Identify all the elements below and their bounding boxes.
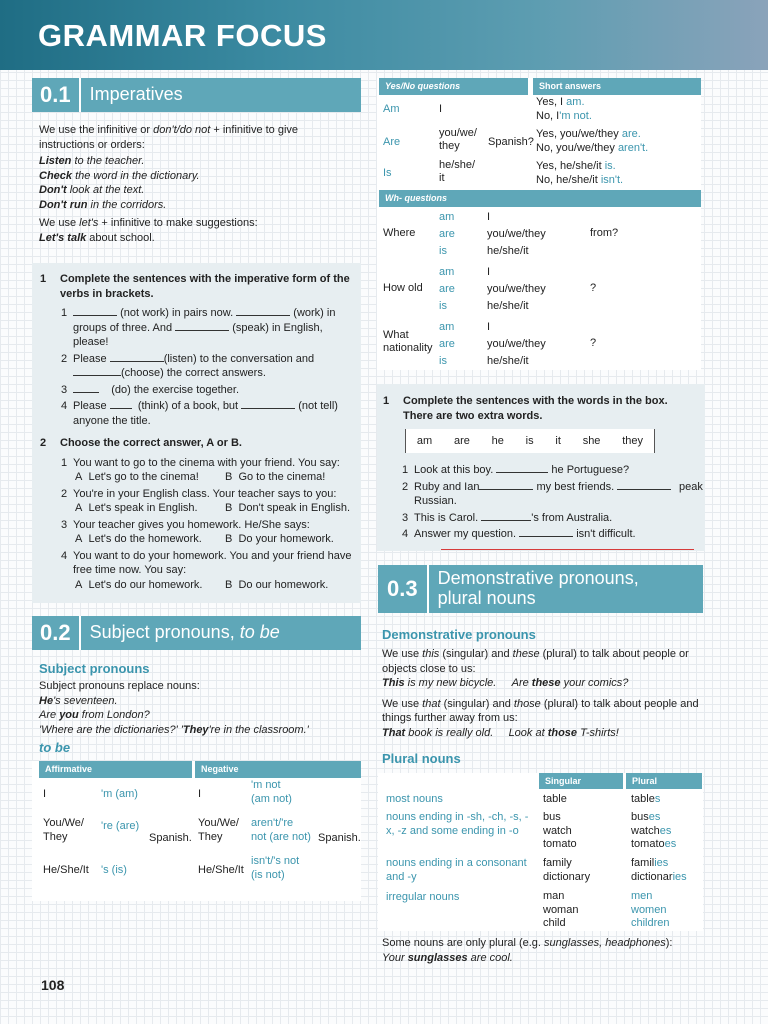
exercise-item: 4 Answer my question. isn't difficult. [402,528,636,541]
section-02-header [32,616,361,650]
short-answer-no: No, you/we/they aren't. [536,142,649,154]
word-box [405,429,655,453]
page-banner [0,0,768,70]
wh-word: What nationality [383,329,433,355]
example-line: Are you from London? [39,709,150,722]
negative-header: Negative [195,761,361,778]
short-answer-yes: Yes, he/she/it is. [536,160,616,172]
section-02 [32,616,361,901]
red-underline [441,549,694,550]
section-03-header [378,565,703,613]
subheading-plural-nouns: Plural nouns [382,751,461,767]
exercise-header: 1 Complete the sentences with the imperative form of the verbs in brackets. [40,273,350,300]
pronoun: You/We/ They [43,817,84,843]
exercise-item: 3 Your teacher gives you homework. He/She says: A Let's do the homework. B Do your homework. [61,518,334,546]
exercise-item: 2 Ruby and Ian my best friends. peak Russian. [402,480,703,508]
verb: Is [383,167,392,179]
page-number: 108 [41,977,65,993]
text-para: We use that (singular) and those (plural) to talk about people and things further away from us: [382,697,699,725]
pronoun: I [198,788,202,801]
answer-blank[interactable] [479,480,533,490]
exercise-item: 2 You're in your English class. Your teacher says to you: A Let's speak in English. B Don't speak in English. [61,487,351,515]
box-word: is [525,434,534,447]
answer-blank[interactable] [73,306,117,316]
box-word: are [453,434,470,447]
question-end: from? [590,227,619,239]
plural-form: buses watches tomatoes [631,811,677,850]
rule-label: irregular nouns [386,891,460,904]
subheading-demonstrative: Demonstrative pronouns [382,627,536,642]
affirmative-form: 's (is) [101,864,127,877]
answer-blank[interactable] [519,527,573,537]
verb: Am [383,103,400,115]
wh-questions-header: Wh- questions [379,190,701,207]
exercise-item: 3 (do) the exercise together. [61,383,240,396]
left-column [32,78,361,603]
answer-blank[interactable] [175,321,229,331]
lets-text: We use let's + infinitive to make suggestions: [39,217,258,230]
yes-no-header: Yes/No questions [379,78,528,95]
to-be-table [32,761,361,901]
exercise-header: 1 Complete the sentences with the words in the box. There are two extra words. [383,395,668,422]
plural-form: families dictionaries [631,857,687,883]
pronoun-list: I you/we/they he/she/it [487,321,546,367]
answer-blank[interactable] [73,383,99,393]
verb-list: am are is [439,266,455,312]
page-title: GRAMMAR FOCUS [38,18,327,53]
pronoun: He/She/It [43,864,89,877]
example-line: Don't look at the text. [39,184,145,197]
affirmative-form: 'm (am) [101,788,138,801]
exercise-01 [32,263,361,603]
question-end: ? [590,282,597,294]
answer-blank[interactable] [617,480,671,490]
text-para: We use this (singular) and these (plural) to talk about people or objects close to us: [382,648,689,675]
example-line: This is my new bicycle. Are these your comics? [382,677,629,690]
example-line: Don't run in the corridors. [39,198,167,211]
example-line: Listen to the teacher. [39,155,145,168]
section-title: Demonstrative pronouns, plural nouns [437,568,639,608]
footnote: Some nouns are only plural (e.g. sunglasses, headphones): [382,937,673,950]
exercise-item: 4 You want to do your homework. You and your friend have free time now. You say: A Let's do our homework. B Do our homework. [61,549,352,591]
box-word: it [555,434,561,447]
example-line: He's seventeen. [39,694,118,707]
box-word: they [622,434,644,447]
singular-form: table [543,793,567,806]
example-line: Check the word in the dictionary. [39,169,200,182]
short-answer-yes: Yes, I am. [536,96,585,108]
negative-form: isn't/'s not (is not) [251,855,300,881]
exercise-item: 1 You want to go to the cinema with your friend. You say: A Let's go to the cinema! B Go to the cinema! [61,456,340,484]
imperatives-explanation [32,112,361,245]
section-title: Subject pronouns, to be [89,622,280,643]
example-line: Let's talk about school. [39,231,155,244]
wh-word: Where [383,227,416,239]
verb-list: am are is [439,321,455,367]
plural-nouns-table [378,773,703,931]
section-number: 0.3 [378,565,429,613]
intro-text: We use the infinitive or don't/do not + infinitive to give instructions or orders: [39,124,299,151]
subheading-to-be: to be [39,740,71,756]
section-title: Imperatives [89,84,183,105]
example-line: That book is really old. Look at those T-shirts! [382,726,619,739]
exercise-item: 4 Please (think) of a book, but (not tell) anyone the title. [61,400,338,427]
singular-form: family dictionary [543,857,591,883]
plural-header: Plural [626,773,702,789]
section-number: 0.1 [32,78,81,112]
questions-table [377,78,701,370]
question-end: ? [590,337,597,349]
pronoun: I [439,103,443,115]
exercise-2-items [40,456,353,593]
exercise-03 [377,384,705,551]
wh-word: How old [383,282,423,294]
pronoun-list: I you/we/they he/she/it [487,211,546,257]
answer-blank[interactable] [481,511,531,521]
singular-form: bus watch tomato [543,811,577,850]
plural-form: men women children [631,890,670,929]
short-answer-no: No, I'm not. [536,110,592,122]
pronoun-list: I you/we/they he/she/it [487,266,546,312]
box-word: she [582,434,601,447]
footnote-example: Your sunglasses are cool. [382,951,513,964]
exercise-item: 1 (not work) in pairs now. (work) in groups of three. And (speak) in English, please! [61,307,336,349]
box-word: he [491,434,504,447]
rule-label: nouns ending in -sh, -ch, -s, -x, -z and some ending in -o [386,811,529,837]
rule-label: nouns ending in a consonant and -y [386,857,527,883]
short-answers-header: Short answers [533,78,701,95]
answer-blank[interactable] [496,463,548,473]
pronoun: he/she/ it [439,159,476,185]
spanish-word: Spanish. [149,832,192,845]
spanish-word: Spanish? [488,136,534,148]
verb-list: am are is [439,211,455,257]
affirmative-form: 're (are) [101,820,140,833]
affirmative-header: Affirmative [39,761,192,778]
pronoun: you/we/ they [439,127,477,153]
subheading-subject-pronouns: Subject pronouns [39,661,150,676]
spanish-word: Spanish. [318,832,361,845]
answer-blank[interactable] [110,399,132,409]
pronoun: He/She/It [198,864,244,877]
singular-form: man woman child [543,890,579,929]
negative-form: aren't/'re not (are not) [251,817,311,843]
answer-blank[interactable] [236,306,290,316]
section-01-header [32,78,361,112]
rule-label: most nouns [386,793,443,806]
exercise-3-items [383,463,703,542]
section-number: 0.2 [32,616,81,650]
exercise-item: 3 This is Carol. 's from Australia. [402,511,613,524]
answer-blank[interactable] [241,399,295,409]
short-answer-no: No, he/she/it isn't. [536,174,624,186]
singular-header: Singular [539,773,623,789]
pronoun: You/We/ They [198,817,239,843]
exercise-header: 2 Choose the correct answer, A or B. [40,437,242,450]
section-03 [378,565,703,965]
answer-blank[interactable] [73,366,121,376]
pronoun: I [43,788,47,801]
exercise-item: 1 Look at this boy. he Portuguese? [402,464,630,477]
exercise-item: 2 Please (listen) to the conversation and (choose) the correct answers. [61,352,315,380]
verb: Are [383,136,401,148]
short-answer-yes: Yes, you/we/they are. [536,128,641,140]
plural-form: tables [631,793,661,806]
text-line: Subject pronouns replace nouns: [39,680,200,693]
example-line: 'Where are the dictionaries?' 'They're in the classroom.' [39,723,309,736]
negative-form: 'm not (am not) [251,779,292,805]
answer-blank[interactable] [110,352,164,362]
box-word: am [416,434,433,447]
